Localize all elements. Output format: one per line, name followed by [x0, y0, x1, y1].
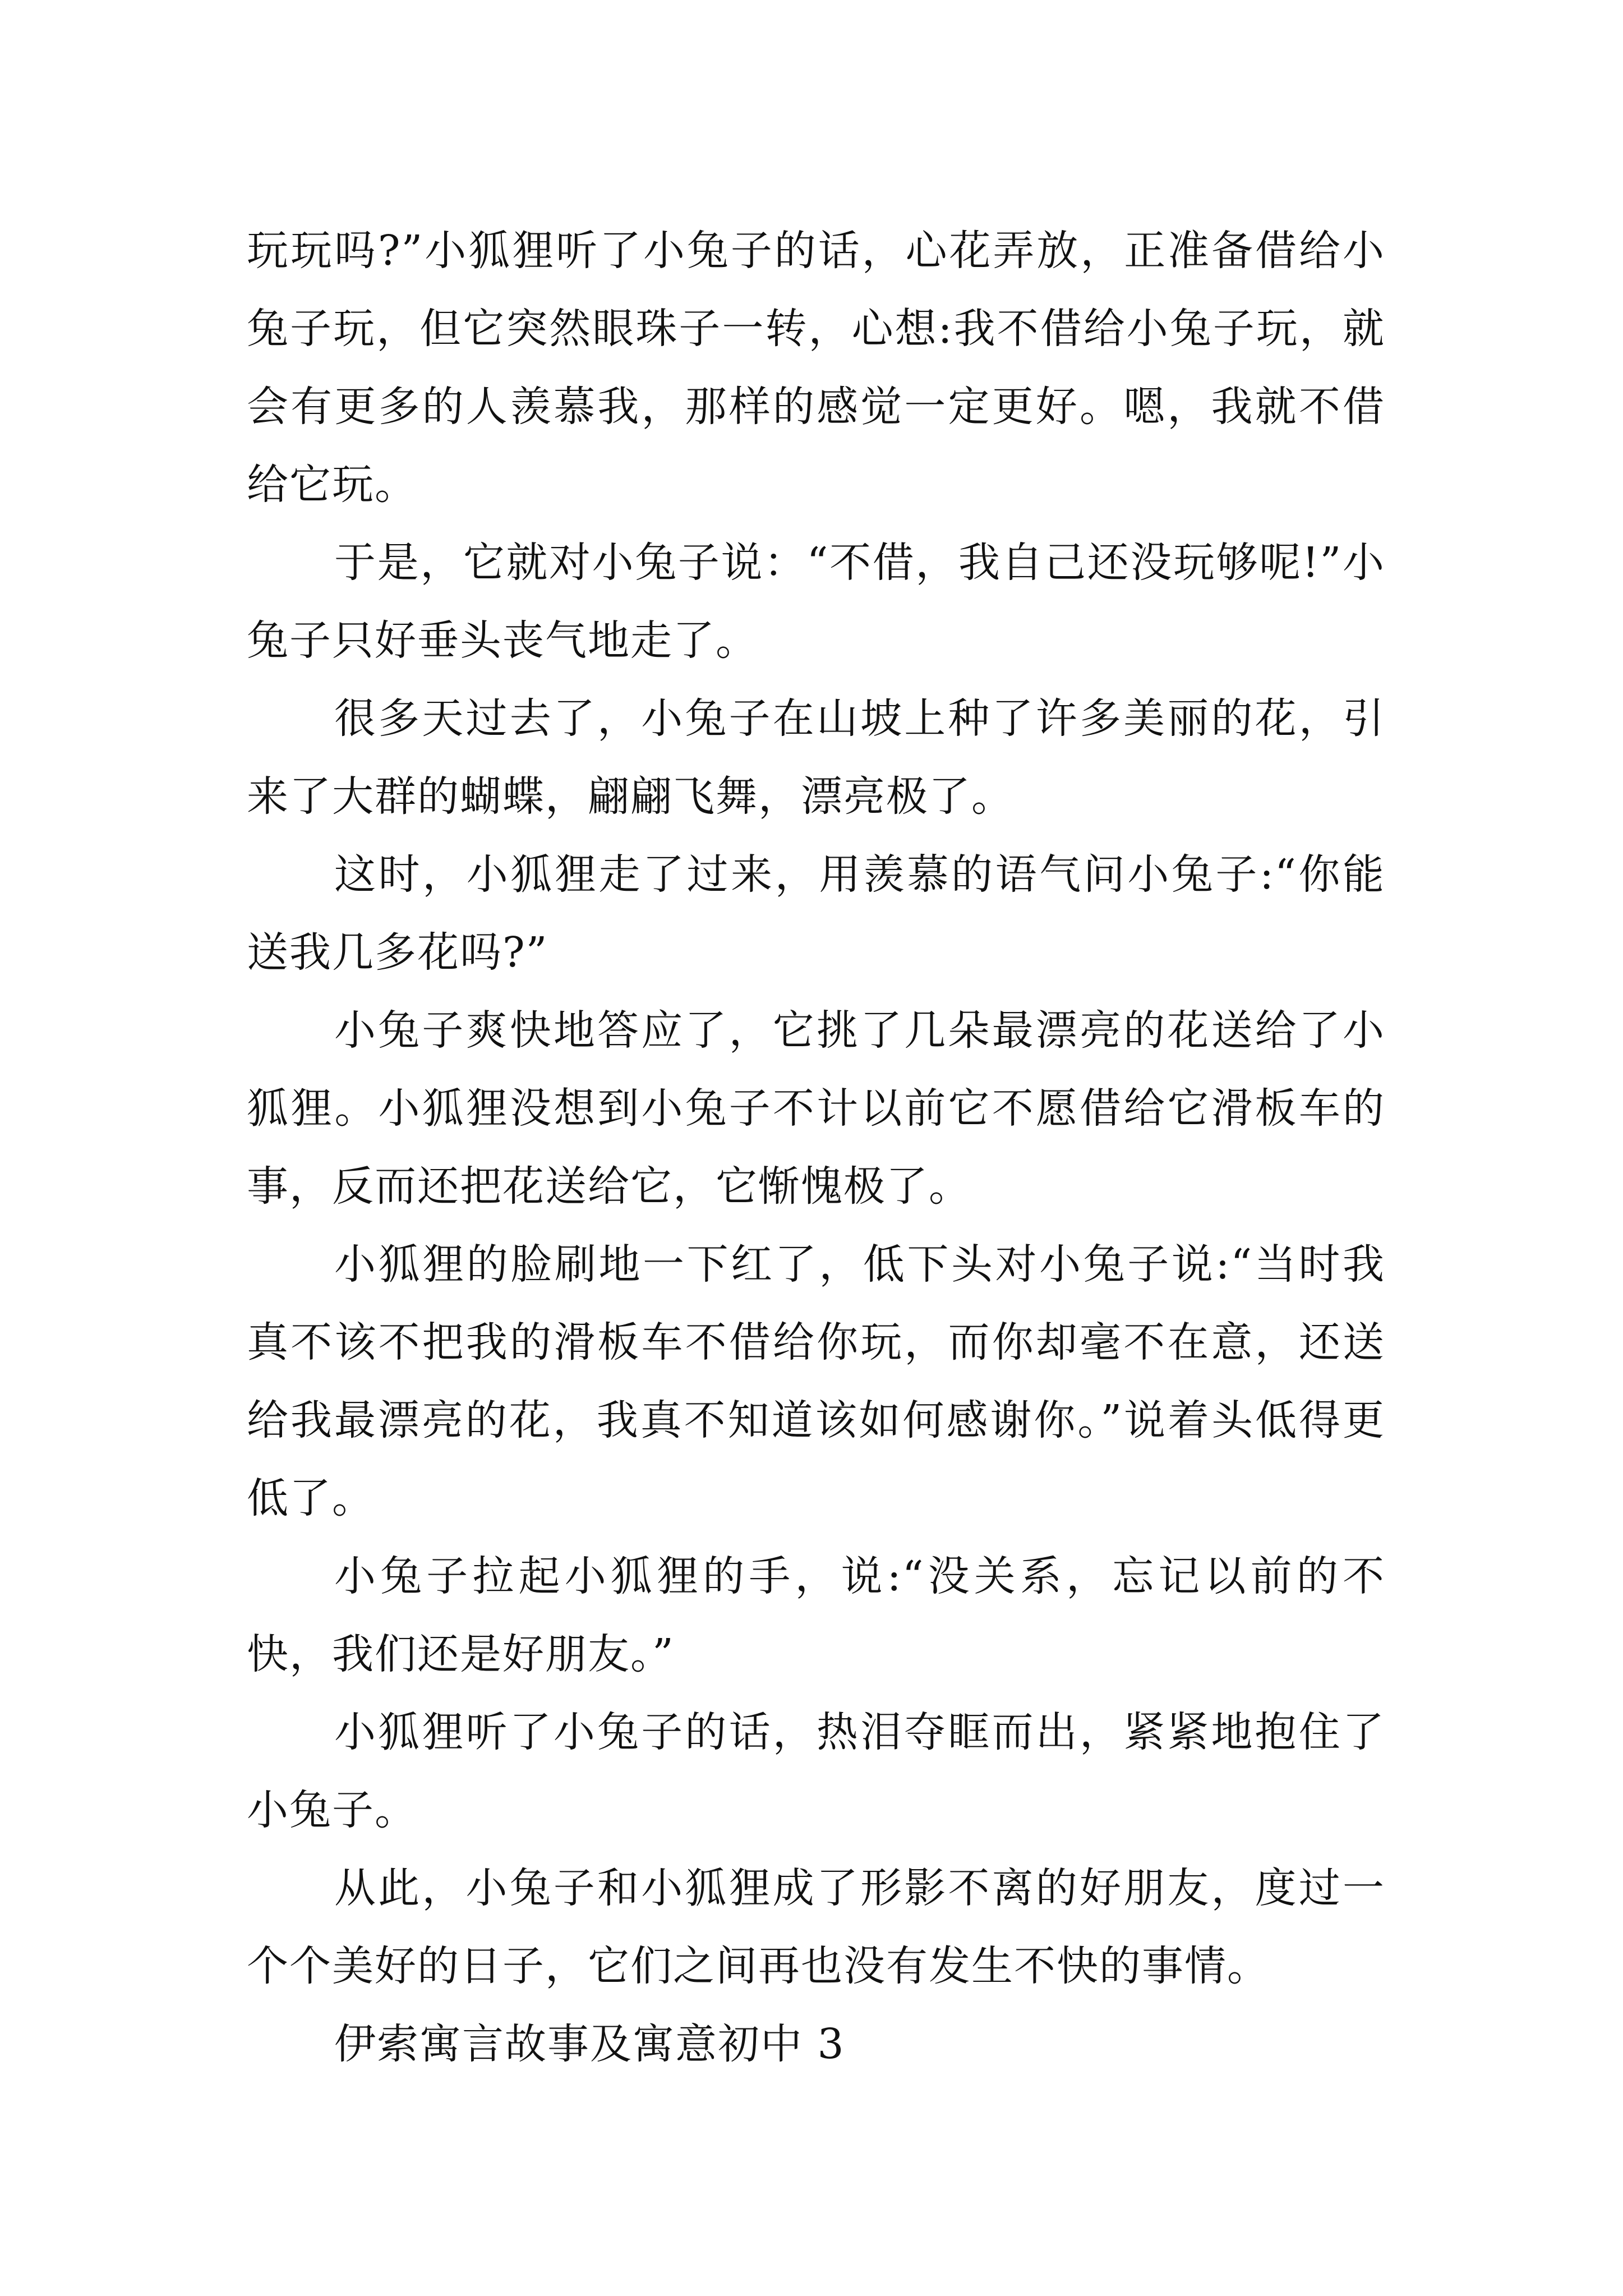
paragraph-8: 小狐狸听了小兔子的话，热泪夺眶而出，紧紧地抱住了小兔子。 [247, 1708, 1385, 1834]
paragraph-3: 很多天过去了，小兔子在山坡上种了许多美丽的花，引来了大群的蝴蝶，翩翩飞舞，漂亮极了。 [247, 694, 1385, 821]
paragraph-1: 玩玩吗?”小狐狸听了小兔子的话，心花弄放，正准备借给小兔子玩，但它突然眼珠子一转，心想:我不借给小兔子玩，就会有更多的人羡慕我，那样的感觉一定更好。嗯，我就不借给它玩。 [247, 227, 1385, 509]
section-heading: 伊索寓言故事及寓意初中 3 [334, 2020, 845, 2068]
paragraph-6: 小狐狸的脸刷地一下红了，低下头对小兔子说:“当时我真不该不把我的滑板车不借给你玩，而你却毫不在意，还送给我最漂亮的花，我真不知道该如何感谢你。”说着头低得更低了。 [247, 1240, 1385, 1522]
paragraph-7: 小兔子拉起小狐狸的手，说:“没关系，忘记以前的不快，我们还是好朋友。” [247, 1552, 1385, 1678]
paragraph-5: 小兔子爽快地答应了，它挑了几朵最漂亮的花送给了小狐狸。小狐狸没想到小兔子不计以前它不愿借给它滑板车的事，反而还把花送给它，它惭愧极了。 [247, 1006, 1385, 1211]
body-text [247, 212, 1385, 2083]
paragraph-4: 这时，小狐狸走了过来，用羡慕的语气问小兔子:“你能送我几多花吗?” [247, 850, 1385, 977]
paragraph-9: 从此，小兔子和小狐狸成了形影不离的好朋友，度过一个个美好的日子，它们之间再也没有发生不快的事情。 [247, 1864, 1385, 1990]
paragraph-2: 于是，它就对小兔子说：“不借，我自己还没玩够呢!”小兔子只好垂头丧气地走了。 [247, 539, 1385, 665]
